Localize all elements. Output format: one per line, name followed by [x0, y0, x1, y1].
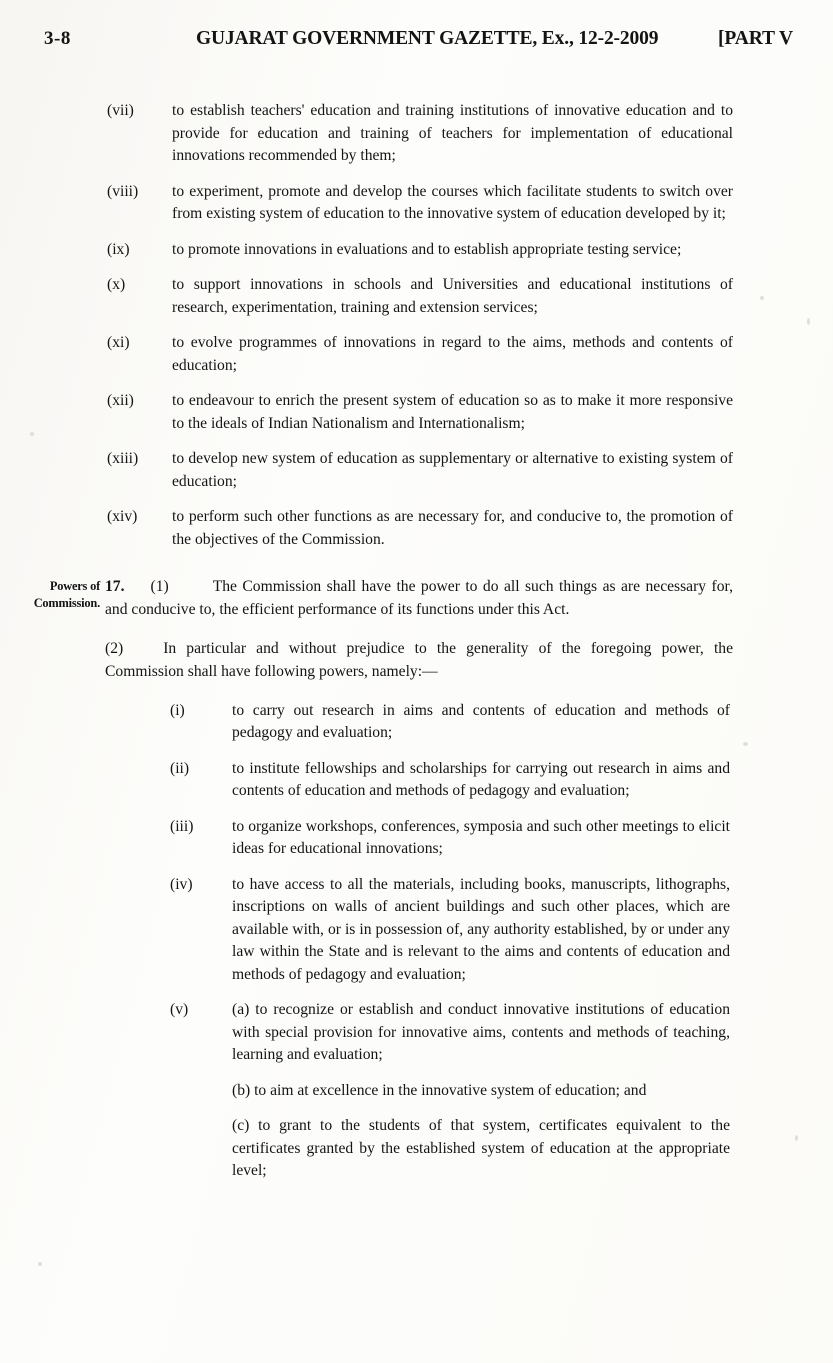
clause-number: (iii): [170, 817, 194, 835]
subsection-text: The Commission shall have the power to do all such things as are necessary for, and conducive to, the efficient performance of its functions under this Act.: [105, 578, 733, 618]
section-17-block: [0, 575, 733, 683]
list-item: [107, 274, 733, 319]
sub-clause-c: (c) to grant to the students of that system, certificates equivalent to the certificates granted by the established system of education at the appropriate level;: [232, 1117, 730, 1180]
sub-clause-a: (a) to recognize or establish and conduct innovative institutions of education with special provision for innovative aims, contents and methods of teaching, learning and evaluation;: [232, 1001, 730, 1064]
subsection-label: (1): [150, 578, 169, 595]
clause-text: to perform such other functions as are necessary for, and conducive to, the promotion of the objectives of the Commission.: [172, 508, 733, 548]
scan-speck: [807, 318, 810, 325]
clause-text: to experiment, promote and develop the courses which facilitate students to switch over from existing system of education to the innovative system of education developed by it;: [172, 182, 733, 222]
clause-text: to promote innovations in evaluations and to establish appropriate testing service;: [172, 240, 682, 258]
list-item: [170, 758, 733, 803]
scan-speck: [795, 1135, 798, 1141]
clause-text: to support innovations in schools and Universities and educational institutions of research, experimentation, training and extension services;: [172, 276, 733, 316]
section-17-subsection-1: [105, 575, 733, 621]
clause-text: to carry out research in aims and contents of education and methods of pedagogy and evaluation;: [232, 701, 730, 742]
scan-speck: [38, 1262, 42, 1266]
clause-text: [232, 999, 730, 1183]
sub-clause-b: (b) to aim at excellence in the innovative system of education; and: [232, 1081, 647, 1099]
clause-number: (xiii): [107, 450, 139, 467]
subsection-label: (2): [105, 639, 124, 657]
clause-number: (v): [170, 1001, 189, 1019]
clause-number: (x): [107, 276, 126, 293]
clause-number: (xii): [107, 392, 134, 409]
marginal-note: [0, 578, 100, 611]
marginal-note-line-1: Powers of: [49, 579, 100, 593]
list-item: [170, 999, 733, 1183]
clause-text: to develop new system of education as supplementary or alternative to existing system of education;: [172, 450, 733, 490]
list-item: [107, 390, 733, 435]
clause-text: to organize workshops, conferences, symposia and such other meetings to elicit ideas for educational innovations;: [232, 817, 730, 858]
list-item: [107, 181, 733, 226]
scan-speck: [760, 296, 764, 300]
list-item: [170, 700, 733, 745]
document-body: [0, 100, 833, 1196]
clause-number: (ii): [170, 759, 190, 777]
list-item: [107, 332, 733, 377]
list-item: [107, 506, 733, 551]
clause-number: (vii): [107, 102, 134, 119]
list-item: [107, 100, 733, 168]
clause-text: to have access to all the materials, including books, manuscripts, lithographs, inscriptions on walls of ancient buildings and such other places, which are available with, or is in possession of, any authority established, by or under any law within the State and is relevant to the aims and contents of education and methods of pedagogy and evaluation;: [232, 875, 730, 983]
scan-speck: [743, 742, 748, 746]
powers-clause-list: [170, 700, 733, 1183]
clause-text: to evolve programmes of innovations in regard to the aims, methods and contents of education;: [172, 334, 733, 374]
scan-speck: [30, 432, 34, 436]
folio-number: 3-8: [44, 28, 71, 49]
marginal-note-line-2: Commission.: [33, 595, 100, 610]
clause-number: (iv): [170, 875, 193, 893]
clause-number: (xi): [107, 334, 130, 351]
gazette-title: GUJARAT GOVERNMENT GAZETTE, Ex., 12-2-2009: [196, 28, 659, 49]
clause-number: (i): [170, 701, 185, 719]
clause-number: (viii): [107, 182, 139, 200]
list-item: [170, 874, 733, 987]
list-item: [107, 448, 733, 493]
page-header: [0, 28, 833, 62]
list-item: [107, 239, 733, 262]
section-17-subsection-2: [105, 637, 733, 683]
subsection-text: In particular and without prejudice to the generality of the foregoing power, the Commission shall have following powers, namely:—: [105, 639, 733, 680]
functions-clause-list: [107, 100, 733, 551]
section-number: 17.: [105, 578, 125, 595]
clause-text: to endeavour to enrich the present system of education so as to make it more responsive to the ideals of Indian Nationalism and Internationalism;: [172, 392, 733, 432]
part-label: [PART V: [718, 28, 793, 49]
list-item: [170, 816, 733, 861]
clause-text: to establish teachers' education and training institutions of innovative education and to provide for education and training of teachers for implementation of educational innovations recommended by them;: [172, 102, 733, 164]
clause-number: (xiv): [107, 508, 138, 525]
clause-text: to institute fellowships and scholarships for carrying out research in aims and contents of education and methods of pedagogy and evaluation;: [232, 759, 730, 800]
clause-number: (ix): [107, 240, 130, 258]
